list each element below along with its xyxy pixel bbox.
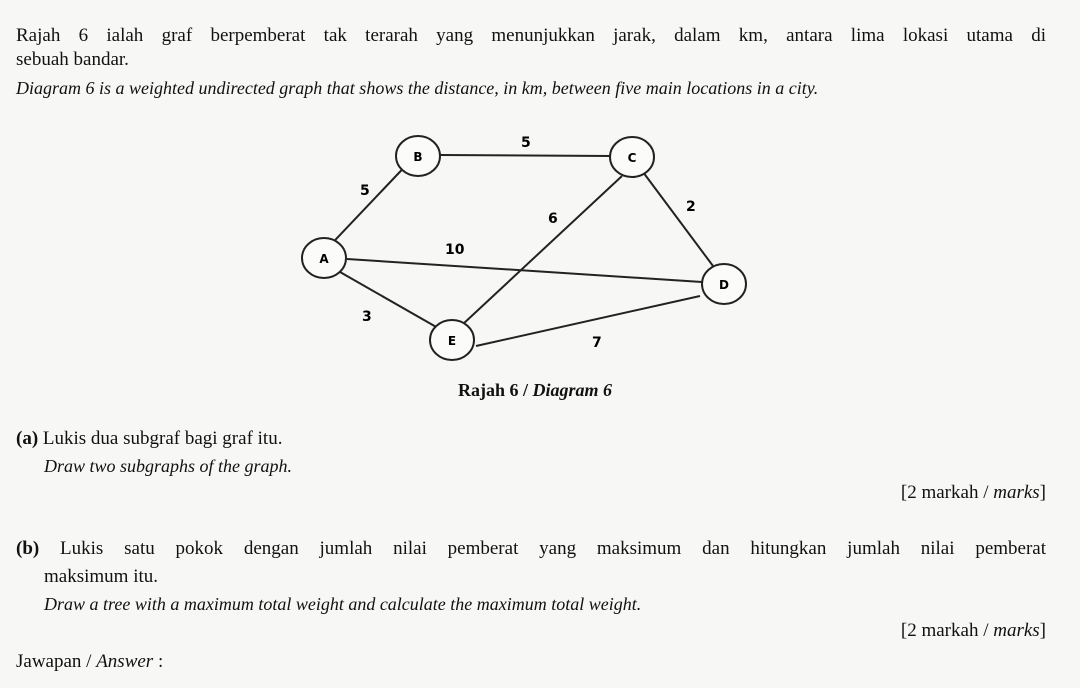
question-b-marks-english: marks bbox=[993, 620, 1040, 641]
node-b-label: B bbox=[413, 150, 423, 164]
question-b-english: Draw a tree with a maximum total weight and calculate the maximum total weight. bbox=[44, 594, 642, 614]
question-a-english: Draw two subgraphs of the graph. bbox=[44, 456, 293, 476]
edge-b-c bbox=[440, 155, 612, 156]
node-e bbox=[430, 320, 474, 360]
weight-c-d: 2 bbox=[686, 199, 696, 215]
weight-e-d: 7 bbox=[592, 335, 602, 351]
caption-separator: / bbox=[522, 380, 528, 400]
edge-a-e bbox=[340, 272, 438, 328]
edge-e-d bbox=[476, 296, 700, 346]
edge-c-d bbox=[640, 168, 716, 270]
node-d-label: D bbox=[719, 278, 729, 292]
node-a-label: A bbox=[319, 252, 329, 266]
question-a-marks-english: marks bbox=[993, 482, 1040, 503]
node-b bbox=[396, 136, 440, 176]
node-c-label: C bbox=[627, 151, 637, 165]
question-b-label: (b) bbox=[16, 538, 40, 559]
node-e-label: E bbox=[447, 334, 457, 348]
question-b-marks-close: ] bbox=[1039, 620, 1046, 641]
weight-a-d: 10 bbox=[445, 242, 465, 258]
answer-english: Answer bbox=[96, 651, 154, 672]
weighted-graph-diagram bbox=[290, 120, 790, 380]
question-b-marks bbox=[901, 620, 1046, 642]
question-a-marks-malay: [2 markah / bbox=[900, 482, 989, 503]
edge-c-e bbox=[448, 176, 622, 338]
caption-english: Diagram 6 bbox=[532, 380, 613, 400]
node-d bbox=[702, 264, 746, 304]
caption-malay: Rajah 6 bbox=[457, 380, 519, 400]
question-b-malay-line1: Lukis satu pokok dengan jumlah nilai pemberat yang maksimum dan hitungkan jumlah nilai pemberat bbox=[60, 538, 1047, 559]
question-a bbox=[16, 428, 282, 450]
weight-a-b: 5 bbox=[360, 183, 370, 199]
question-a-label: (a) bbox=[16, 428, 39, 449]
question-b-malay-line2: maksimum itu. bbox=[44, 566, 158, 587]
question-b-line1 bbox=[16, 538, 1046, 560]
answer-malay: Jawapan / bbox=[16, 651, 92, 672]
question-a-marks-close: ] bbox=[1039, 482, 1046, 503]
intro-malay-line1: Rajah 6 ialah graf berpemberat tak terarah yang menunjukkan jarak, dalam km, antara lima lokasi utama di bbox=[16, 25, 1046, 46]
answer-label bbox=[16, 651, 163, 673]
question-b-marks-malay: [2 markah / bbox=[900, 620, 989, 641]
weight-b-c: 5 bbox=[521, 135, 531, 151]
weight-a-e: 3 bbox=[362, 309, 372, 325]
intro-english: Diagram 6 is a weighted undirected graph that shows the distance, in km, between five main locations in a city. bbox=[16, 78, 819, 98]
node-c bbox=[610, 137, 654, 177]
question-a-malay: Lukis dua subgraf bagi graf itu. bbox=[42, 428, 283, 449]
node-a bbox=[302, 238, 346, 278]
edge-a-d bbox=[347, 259, 702, 282]
intro-malay-line2: sebuah bandar. bbox=[16, 49, 129, 70]
diagram-caption bbox=[0, 380, 1070, 401]
weight-c-e: 6 bbox=[548, 211, 558, 227]
answer-colon: : bbox=[157, 651, 164, 672]
question-a-marks bbox=[901, 482, 1046, 504]
